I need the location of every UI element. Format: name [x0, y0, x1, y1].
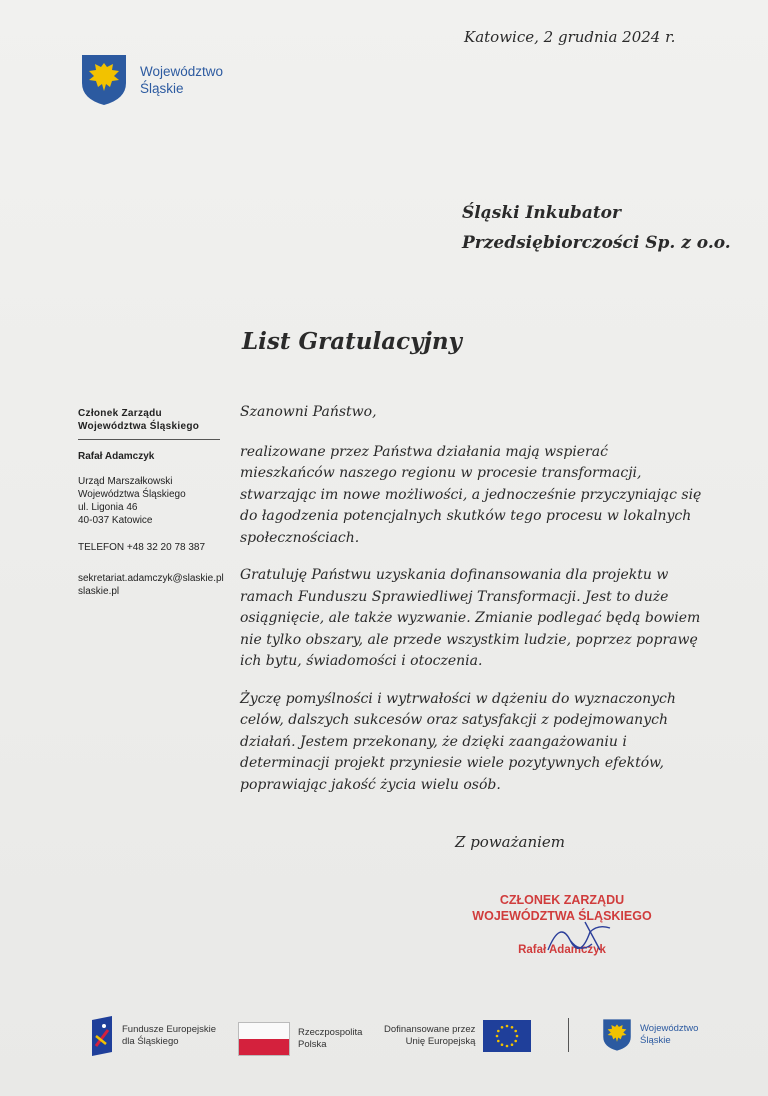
address-line: Urząd Marszałkowski: [78, 476, 173, 487]
ws-line2: Śląskie: [640, 1035, 671, 1046]
sender-role-line2: Województwa Śląskiego: [78, 421, 200, 432]
rp-line2: Polska: [298, 1039, 327, 1050]
sender-info: [78, 407, 238, 598]
brand-line2: Śląskie: [140, 81, 184, 96]
eu-logo: [384, 1020, 531, 1052]
fe-logo: [90, 1016, 216, 1056]
brand-line1: Województwo: [140, 64, 224, 79]
ws-logo: [602, 1018, 698, 1052]
footer-logos: [90, 1012, 710, 1062]
polish-flag-icon: [238, 1022, 290, 1056]
letter-paragraph: realizowane przez Państwa działania mają wspierać mieszkańców naszego regionu w procesie transformacji, stwarzając im nowe możliwości, a jednocześnie przyczyniając się do łagodzenia potencjalnych skutków tego procesu w lokalnych społecznościach.: [240, 443, 702, 546]
silesian-eagle-crest-icon: [80, 53, 128, 107]
letter-greeting: Szanowni Państwo,: [240, 404, 377, 420]
silesian-eagle-crest-icon: [602, 1018, 632, 1052]
rp-line1: Rzeczpospolita: [298, 1027, 363, 1038]
eu-flag-icon: [483, 1020, 531, 1052]
letter-title: List Gratulacyjny: [242, 328, 462, 355]
recipient-line1: Śląski Inkubator: [462, 203, 621, 223]
rp-logo: [238, 1022, 362, 1056]
stamp-name: Rafał Adamczyk: [518, 944, 606, 956]
letter-body: [240, 402, 702, 812]
address-line: ul. Ligonia 46: [78, 502, 138, 513]
stamp-line2: WOJEWÓDZTWA ŚLĄSKIEGO: [472, 909, 652, 923]
ws-line1: Województwo: [640, 1023, 699, 1034]
footer-divider: [568, 1018, 569, 1052]
fe-logo-icon: [90, 1016, 116, 1056]
letter-paragraph: Życzę pomyślności i wytrwałości w dążeniu do wyznaczonych celów, dalszych sukcesów oraz satysfakcji z podejmowanych działań. Jestem przekonany, że dzięki zaangażowaniu i determinacji projekt przyniesie wiele pozytywnych efektów, poprawiając jakość życia wielu osób.: [240, 690, 676, 793]
sender-address: [78, 475, 238, 527]
sender-phone: TELEFON +48 32 20 78 387: [78, 542, 206, 553]
letter-date: Katowice, 2 grudnia 2024 r.: [464, 28, 676, 46]
recipient-line2: Przedsiębiorczości Sp. z o.o.: [462, 233, 731, 253]
handwritten-signature: [540, 910, 620, 960]
sender-email[interactable]: sekretariat.adamczyk@slaskie.pl: [78, 573, 224, 584]
address-line: 40-037 Katowice: [78, 515, 153, 526]
ue-line1: Dofinansowane przez: [384, 1024, 476, 1035]
recipient: [462, 198, 731, 258]
stamp-line1: CZŁONEK ZARZĄDU: [499, 893, 625, 907]
fe-line2: dla Śląskiego: [122, 1036, 179, 1047]
fe-line1: Fundusze Europejskie: [122, 1024, 216, 1035]
sender-role-line1: Członek Zarządu: [78, 408, 162, 419]
sender-website[interactable]: slaskie.pl: [78, 586, 120, 597]
brand-name: [140, 63, 223, 97]
sender-name: Rafał Adamczyk: [78, 451, 155, 462]
header-logo: [80, 53, 223, 107]
letter-closing: Z poważaniem: [455, 833, 566, 851]
divider: [78, 439, 220, 440]
address-line: Województwa Śląskiego: [78, 489, 186, 500]
ue-line2: Unię Europejską: [405, 1036, 476, 1047]
letter-paragraph: Gratuluję Państwu uzyskania dofinansowania dla projektu w ramach Funduszu Sprawiedliwej Transformacji. Jest to duże osiągnięcie, ale także wyzwanie. Zmianie podlegać będą bowiem nie tylko obszary, ale przede wszystkim ludzie, poprzez poprawę ich bytu, świadomości i otoczenia.: [240, 567, 701, 669]
